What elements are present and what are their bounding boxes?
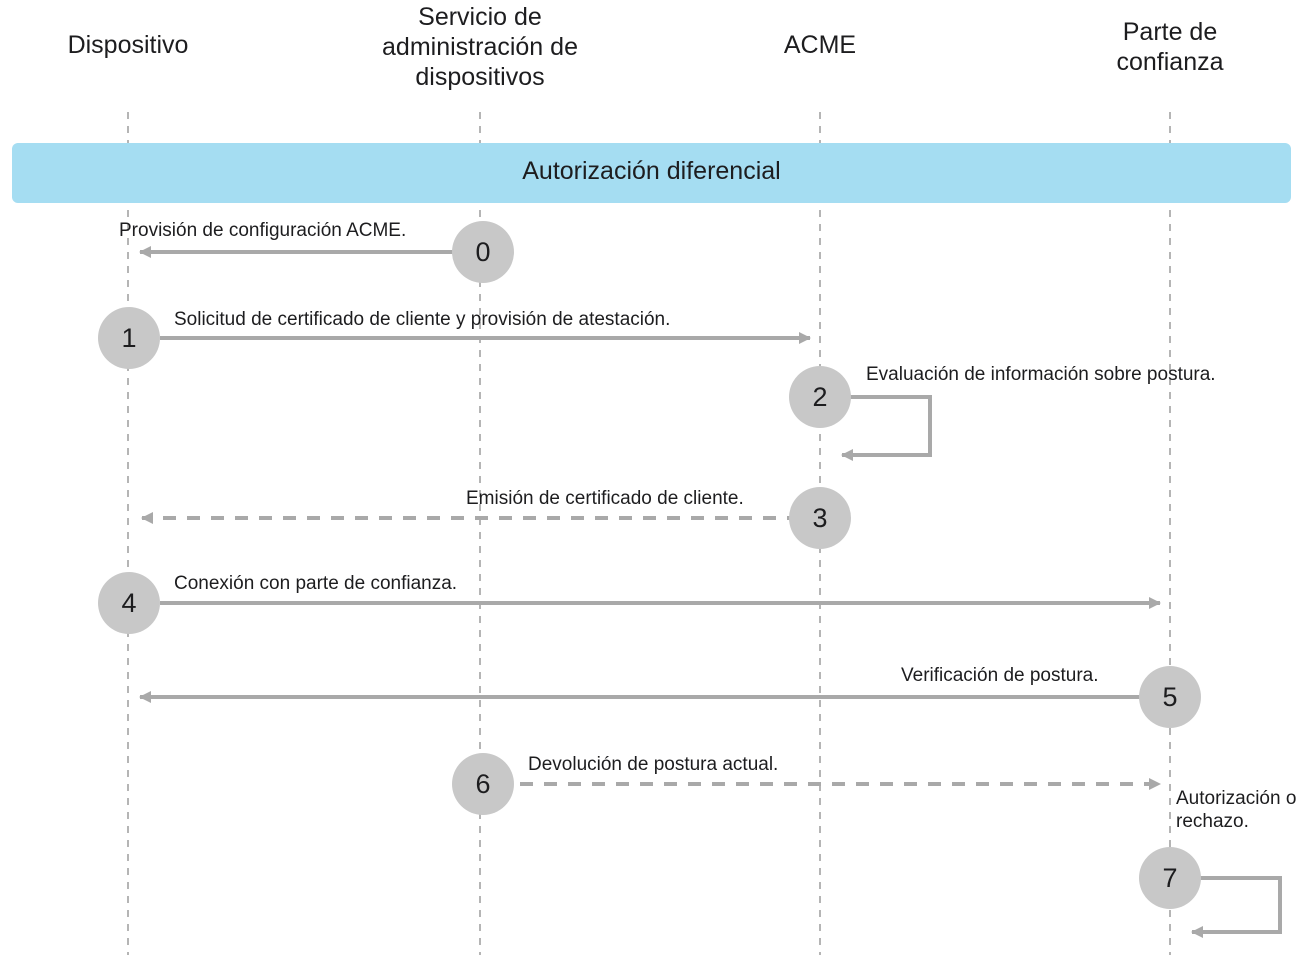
step-label-1: Solicitud de certificado de cliente y provisión de atestación. bbox=[174, 309, 671, 330]
lane-title-acme: ACME bbox=[783, 31, 857, 59]
step-badge-7: 7 bbox=[1139, 847, 1201, 909]
step-label-6: Devolución de postura actual. bbox=[528, 754, 779, 775]
step-badge-2: 2 bbox=[789, 366, 851, 428]
step-badge-5: 5 bbox=[1139, 666, 1201, 728]
step-label-3: Emisión de certificado de cliente. bbox=[466, 488, 744, 509]
step-label-4: Conexión con parte de confianza. bbox=[174, 573, 458, 594]
step-label-5: Verificación de postura. bbox=[901, 665, 1099, 686]
step-label-2: Evaluación de información sobre postura. bbox=[866, 364, 1216, 385]
step-label-0: Provisión de configuración ACME. bbox=[119, 220, 407, 241]
lane-title-servicio-administracion: Servicio de administración de dispositivos bbox=[382, 3, 578, 91]
phase-banner-label: Autorización diferencial bbox=[522, 157, 781, 185]
step-label-7: Autorización o rechazo. bbox=[1176, 788, 1297, 832]
step-badge-6: 6 bbox=[452, 753, 514, 815]
step-badge-0: 0 bbox=[452, 221, 514, 283]
lane-title-dispositivo: Dispositivo bbox=[67, 31, 189, 59]
step-badge-1: 1 bbox=[98, 307, 160, 369]
step-badge-3: 3 bbox=[789, 487, 851, 549]
step-badge-4: 4 bbox=[98, 572, 160, 634]
lane-title-parte-de-confianza: Parte de confianza bbox=[1116, 18, 1224, 76]
phase-banner bbox=[12, 143, 1291, 203]
